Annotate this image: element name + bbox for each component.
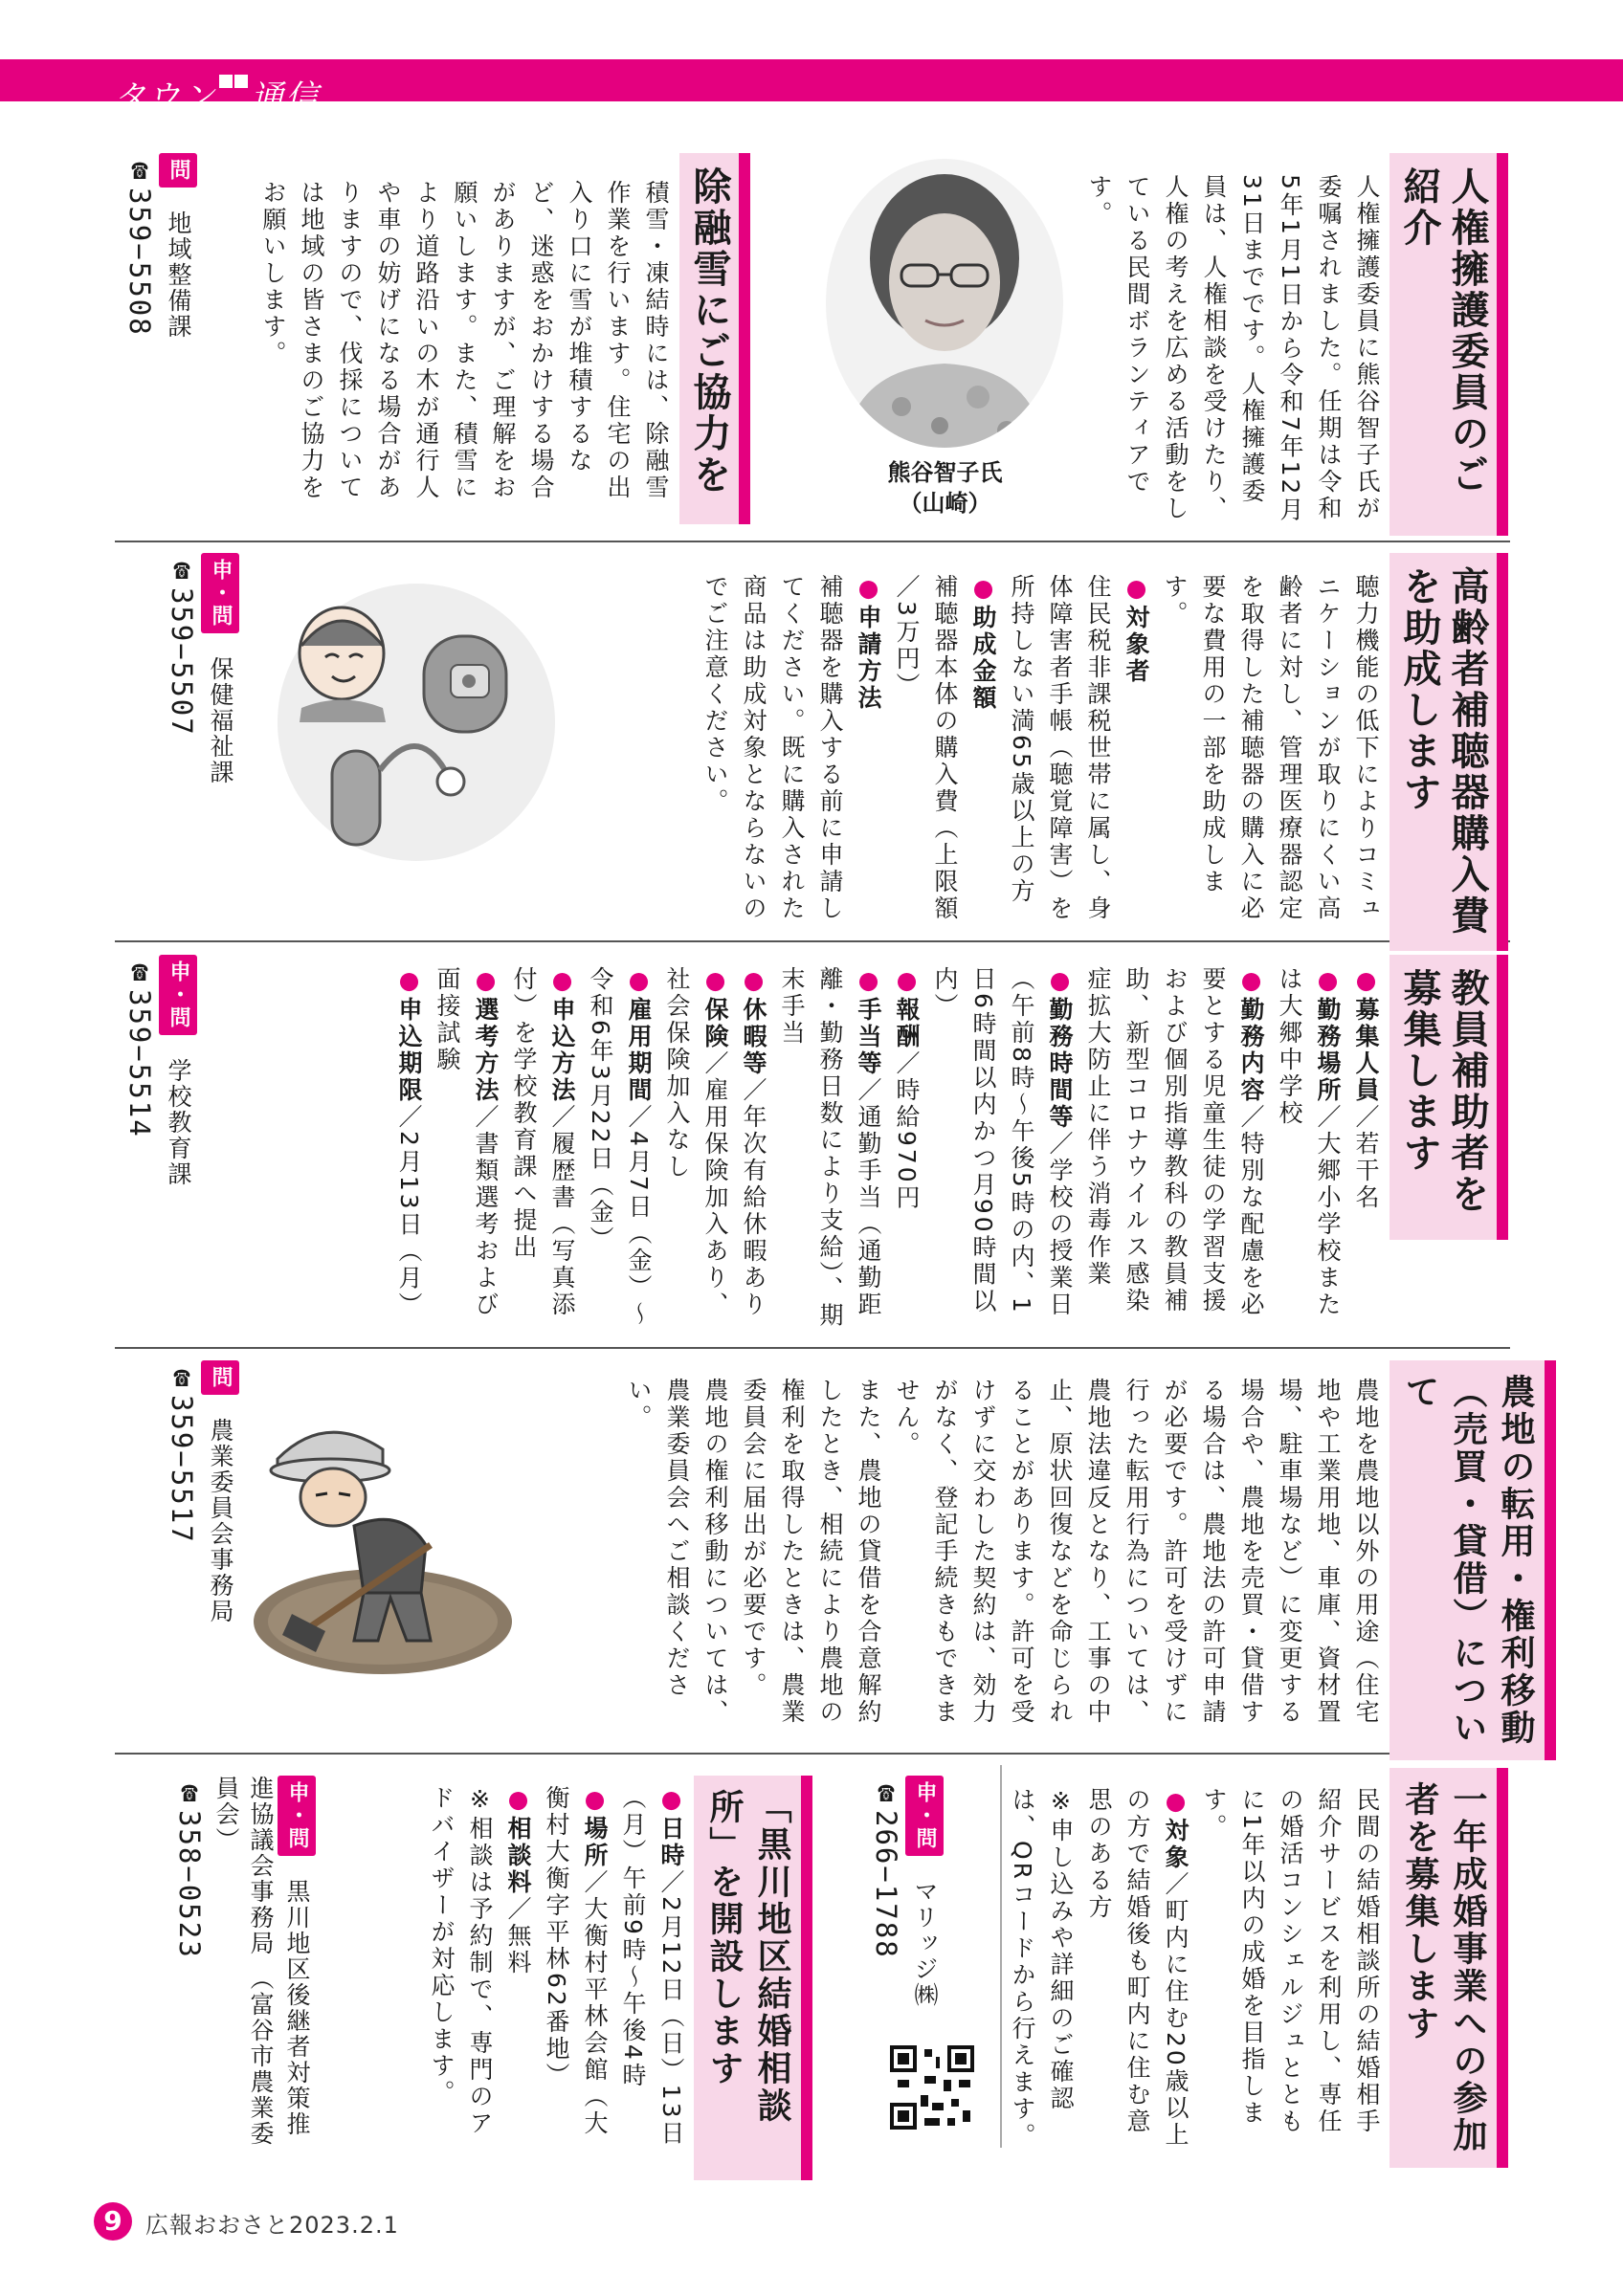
- ta-item-9: [504, 966, 581, 1335]
- ta-item-text: ／年次有給休暇あり: [740, 1077, 767, 1318]
- inquiry-badge: 問: [201, 1360, 239, 1395]
- header-logo-blocks: [218, 57, 249, 142]
- hearing-aid-target: 住民税非課税世帯に属し、身体障害者手帳（聴覚障害）を所持しない満65歳以上の方: [1008, 574, 1112, 922]
- apply-inquiry-badge: 申・問: [278, 1776, 316, 1856]
- row-divider: [115, 541, 1510, 542]
- hearing-aid-method: 補聴器を購入する前に申請してください。既に購入された商品は助成対象とならないのでご注意ください。: [701, 574, 844, 922]
- section-title-farmland: 農地の転用・権利移動（売買・貸借）について: [1390, 1360, 1556, 1760]
- row-divider: [115, 940, 1510, 942]
- ta-item-text: ／4月7日（金）〜令和6年3月22日（金）: [587, 966, 653, 1328]
- farmland-body: [550, 1378, 1385, 1746]
- ta-item-text: ／通勤手当（通勤距離・勤務日数により支給）、期末手当: [778, 966, 882, 1330]
- portrait-caption: [842, 457, 1048, 519]
- ta-item-text: ／雇用保険加入あり、社会保険加入なし: [663, 966, 729, 1318]
- farmer-illustration: [239, 1402, 517, 1689]
- ta-item-heading: ● 選考方法: [472, 966, 500, 1104]
- contact-dept: 地域整備課: [165, 210, 192, 340]
- hearing-aid-contact: [153, 553, 239, 931]
- ta-item-heading: ● 募集人員: [1352, 966, 1380, 1104]
- contact-dept: 農業委員会事務局: [207, 1417, 234, 1624]
- contact-tel: ☎359−5507: [166, 553, 198, 737]
- ta-item-text: ／学校の授業日（午前8時〜午後5時の内、1日6時間以内かつ月90時間以内）: [931, 966, 1074, 1318]
- apply-inquiry-badge: 申・問: [159, 955, 197, 1035]
- teacher-assistant-body: [201, 966, 1385, 1335]
- inquiry-badge: 問: [159, 153, 197, 188]
- marriage-consultation-contact: [172, 1776, 316, 2158]
- marriage-project-heading-target: ● 対象: [1162, 1787, 1189, 1871]
- ta-item-10: [428, 966, 504, 1335]
- ta-item-text: ／若干名: [1352, 1104, 1380, 1211]
- section-title-human-rights: 人権擁護委員のご紹介: [1390, 153, 1508, 536]
- farmland-contact: [153, 1360, 239, 1743]
- ta-item-heading: ● 報酬: [893, 966, 921, 1050]
- section-title-marriage-consultation: 「黒川地区結婚相談所」を開設します: [694, 1776, 812, 2180]
- portrait-caption-name: 熊谷智子氏: [887, 459, 1003, 486]
- hearing-aid-illustration: [273, 579, 560, 866]
- consultation-heading-fee: ● 相談料: [504, 1785, 532, 1896]
- contact-dept: マリッジ㈱: [911, 1878, 939, 2008]
- ta-item-1: [1270, 966, 1346, 1335]
- farmland-para-1: 農地を農地以外の用途（住宅地や工業用地、車庫、資材置場、駐車場など）に変更する場合や、農地を売買・貸借する場合は、農地法の許可申請が必要です。許可を受けずに行った転用行為については、農地法違反となり、工事の中止、原状回復などを命じられることがあります。許可を受けずに交わした契約は、効力がなく、登記手続きもできません。: [893, 1378, 1380, 1726]
- ta-item-text: ／大郷小学校または大郷中学校: [1276, 966, 1342, 1318]
- consultation-fee: ／無料: [504, 1896, 532, 1976]
- ta-item-heading: ● 休暇等: [740, 966, 767, 1077]
- consultation-place: ／大衡村平林会館（大衡村大衡字平林62番地）: [543, 1785, 609, 2137]
- farmland-para-3: 農地の権利移動については、農業委員会へご相談ください。: [625, 1378, 729, 1726]
- human-rights-body: 人権擁護委員に熊谷智子氏が委嘱されました。任期は令和5年1月1日から令和7年12月31日までです。人権擁護委員は、人権相談を受けたり、人権の考えを広める活動をしている民間ボランティアです。: [1085, 174, 1381, 524]
- ta-item-text: ／時給970円: [893, 1050, 921, 1212]
- row-divider: [115, 1347, 1510, 1349]
- ta-item-6: [734, 966, 772, 1335]
- header-title: [113, 57, 320, 117]
- marriage-consultation-body: [321, 1785, 690, 2158]
- contact-tel: ☎358−0523: [173, 1776, 206, 1959]
- contact-tel: ☎359−5514: [123, 955, 156, 1138]
- ta-item-8: [581, 966, 657, 1335]
- ta-item-text: ／2月13日（月）: [395, 1104, 423, 1319]
- apply-inquiry-badge: 申・問: [201, 553, 239, 633]
- ta-item-0: [1346, 966, 1385, 1335]
- ta-item-heading: ● 勤務場所: [1314, 966, 1342, 1104]
- ta-item-heading: ● 申込方法: [548, 966, 576, 1104]
- hearing-aid-heading-amount: ● 助成金額: [964, 574, 1002, 933]
- consultation-heading-place: ● 場所: [581, 1785, 609, 1869]
- ta-item-heading: ● 勤務内容: [1237, 966, 1265, 1104]
- hearing-aid-body: [595, 574, 1385, 933]
- contact-tel: ☎359−5517: [166, 1360, 198, 1544]
- hearing-aid-heading-target: ● 対象者: [1117, 574, 1155, 933]
- contact-tel: ☎266−1788: [870, 1776, 902, 1959]
- header-title-left: タウン: [113, 78, 216, 117]
- footer-publication: 広報おおさと2023.2.1: [145, 2212, 399, 2239]
- ta-item-text: ／履歴書（写真添付）を学校教育課へ提出: [510, 966, 576, 1318]
- consultation-date: ／2月12日（日）13日（月）午前9時〜午後4時: [619, 1785, 685, 2148]
- hearing-aid-intro: 聴力機能の低下によりコミュニケーションが取りにくい高齢者に対し、管理医療器認定を取得した補聴器の購入に必要な費用の一部を助成します。: [1161, 574, 1380, 922]
- portrait-caption-area: （山崎）: [899, 490, 991, 517]
- ta-item-heading: ● 申込期限: [395, 966, 423, 1104]
- ta-item-text: ／特別な配慮を必要とする児童生徒の学習支援および個別指導教科の教員補助、新型コロナウイルス感染症拡大防止に伴う消毒作業: [1084, 966, 1265, 1318]
- marriage-project-note: ※申し込みや詳細のご確認は、QRコードから行えます。: [1009, 1787, 1075, 2151]
- section-title-snow: 除融雪にご協力を: [679, 153, 750, 524]
- contact-dept: 黒川地区後継者対策推進協議会事務局: [247, 1776, 311, 2137]
- ta-item-heading: ● 保険: [701, 966, 729, 1050]
- marriage-project-intro: 民間の結婚相談所の結婚相手紹介サービスを利用し、専任の婚活コンシェルジュとともに1年以内の成婚を目指します。: [1200, 1787, 1381, 2135]
- hearing-aid-heading-method: ● 申請方法: [849, 574, 887, 933]
- contact-dept-sub: （富谷市農業委員会）: [212, 1776, 275, 2147]
- snow-body: 積雪・凍結時には、除融雪作業を行います。住宅の出入り口に雪が堆積するなど、迷惑をおかけする場合がありますが、ご理解をお願いします。また、積雪により道路沿いの木が通行人や車の妨げになる場合がありますので、伐採については地域の皆さまのご協力をお願いします。: [259, 180, 670, 501]
- contact-dept: 保健福祉課: [207, 655, 234, 785]
- marriage-project-contact: [857, 1776, 944, 2158]
- consultation-heading-date: ● 日時: [657, 1785, 685, 1869]
- contact-tel: ☎359−5508: [123, 153, 156, 337]
- contact-dept: 学校教育課: [165, 1057, 192, 1187]
- marriage-project-body: [993, 1787, 1386, 2160]
- ta-item-text: ／書類選考および面接試験: [434, 966, 500, 1318]
- ta-item-heading: ● 勤務時間等: [1046, 966, 1074, 1131]
- row-divider: [115, 1753, 1510, 1755]
- header-title-right: 通信: [251, 78, 320, 117]
- section-title-hearing-aid: 高齢者補聴器購入費を助成します: [1390, 553, 1508, 951]
- teacher-assistant-contact: [111, 955, 197, 1337]
- section-title-teacher-assistant: 教員補助者を募集します: [1390, 955, 1508, 1240]
- farmland-para-2: また、農地の貸借を合意解約したとき、相続により農地の権利を取得したときは、農業委員会に届出が必要です。: [740, 1378, 882, 1726]
- ta-item-5: [772, 966, 887, 1335]
- ta-item-4: [887, 966, 925, 1335]
- ta-item-heading: ● 手当等: [855, 966, 882, 1077]
- snow-contact: [111, 153, 197, 531]
- ta-item-7: [657, 966, 734, 1335]
- ta-item-3: [925, 966, 1078, 1335]
- apply-inquiry-badge: 申・問: [905, 1776, 944, 1856]
- hearing-aid-amount: 補聴器本体の購入費（上限額／3万円）: [893, 574, 959, 922]
- ta-item-2: [1078, 966, 1270, 1335]
- ta-item-heading: ● 雇用期間: [625, 966, 653, 1104]
- marriage-project-target: ／町内に住む20歳以上の方で結婚後も町内に住む意思のある方: [1085, 1787, 1189, 2149]
- portrait-photo: [825, 158, 1064, 450]
- consultation-note: ※相談は予約制で、専門のアドバイザーが対応します。: [428, 1785, 494, 2137]
- section-title-marriage-project: 一年成婚事業への参加者を募集します: [1390, 1768, 1508, 2168]
- ta-item-11: [389, 966, 428, 1335]
- page-number: 9: [94, 2202, 132, 2241]
